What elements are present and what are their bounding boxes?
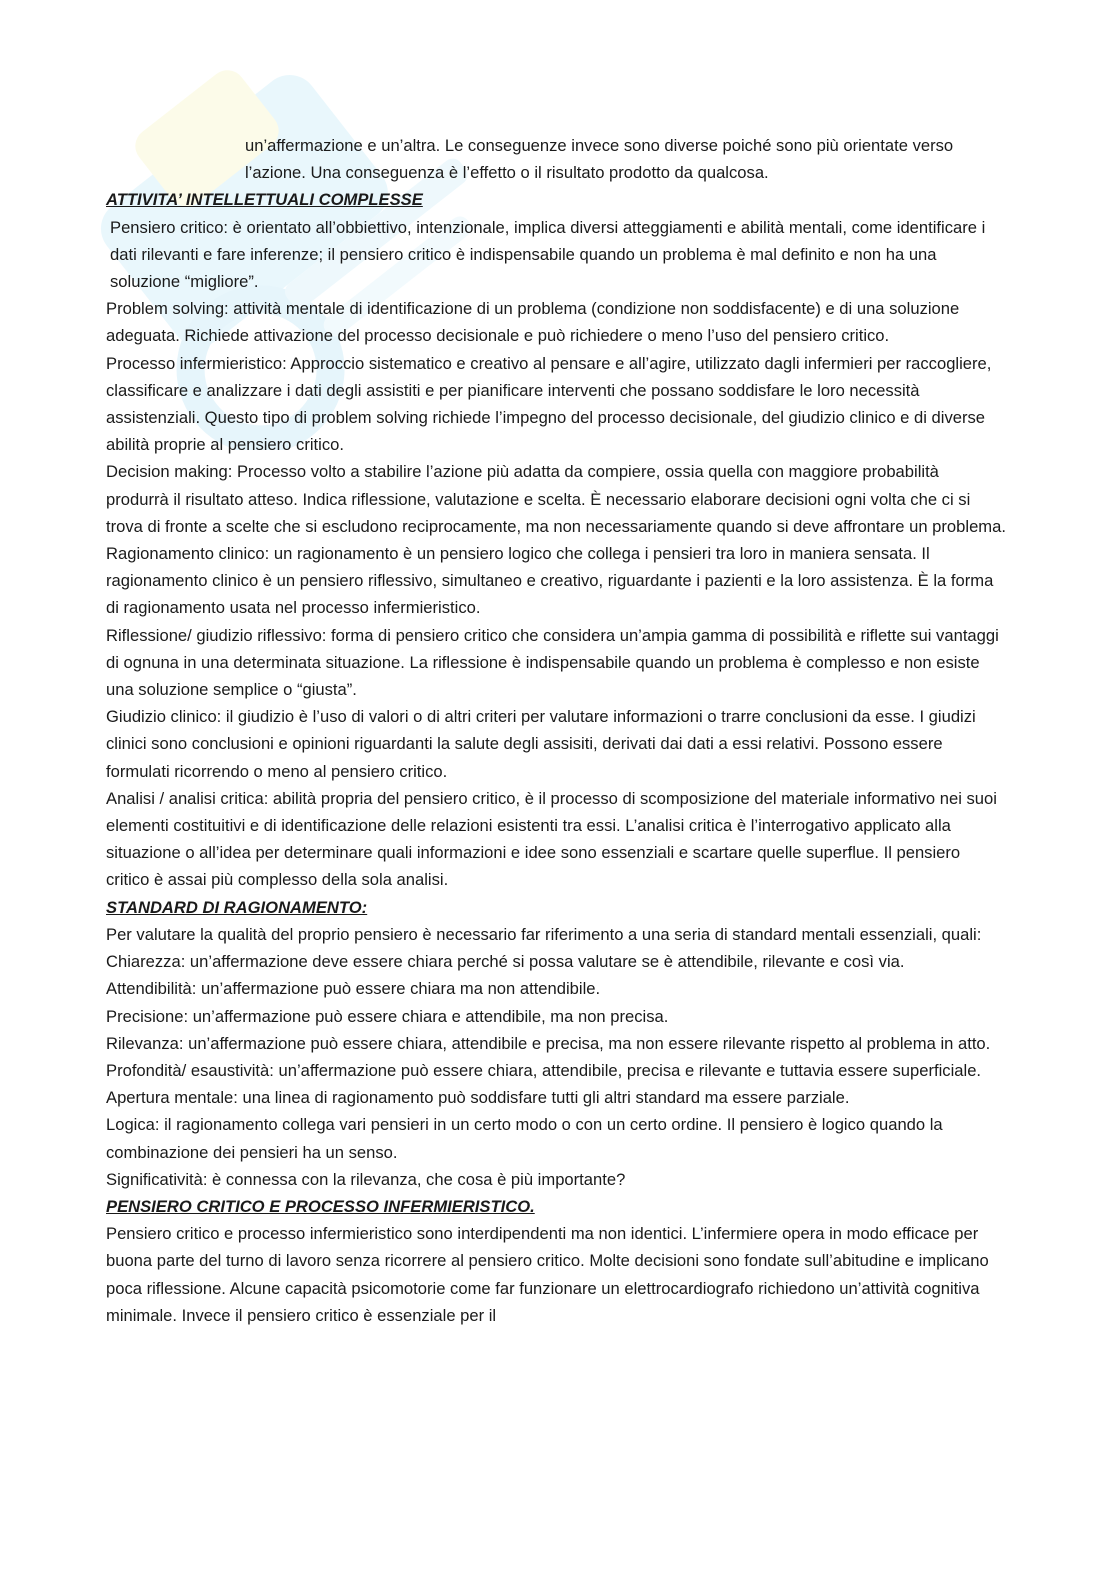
paragraph-riflessione: Riflessione/ giudizio riflessivo: forma di pensiero critico che considera un’ampia gamma di possibilità e riflette sui vantaggi di ognuna in una determinata situazione. La riflessione è indispensabile quando un problema è complesso e non esiste una soluzione semplice o “giusta”. [106,625,999,700]
paragraph-pensiero-critico: Pensiero critico: è orientato all’obbiettivo, intenzionale, implica diversi atteggiamenti e abilità mentali, come identificare i dati rilevanti e fare inferenze; il pensiero critico è indispensabile quando un problema è mal definito e non ha una soluzione “migliore”. [110,217,986,292]
paragraph-significativita: Significatività: è connessa con la rilevanza, che cosa è più importante? [106,1169,626,1189]
paragraph-attendibilita: Attendibilità: un’affermazione può essere chiara ma non attendibile. [106,979,601,999]
paragraph-problem-solving: Problem solving: attività mentale di identificazione di un problema (condizione non soddisfacente) e di una soluzione adeguata. Richiede attivazione del processo decisionale e può richiedere o meno l’uso del pensiero critico. [106,299,960,346]
paragraph-processo-infermieristico: Processo infermieristico: Approccio sistematico e creativo al pensare e all’agire, utilizzato dagli infermieri per raccogliere, classificare e analizzare i dati degli assistiti e per pianificare interventi che possano soddisfare le loro necessità assistenziali. Questo tipo di problem solving richiede l’impegno del processo decisionale, del giudizio clinico e di diverse abilità proprie al pensiero critico. [106,353,992,455]
section-heading-standard-ragionamento: STANDARD DI RAGIONAMENTO: [106,897,368,917]
paragraph-decision-making: Decision making: Processo volto a stabilire l’azione più adatta da compiere, ossia quella con maggiore probabilità produrrà il risultato atteso. Indica riflessione, valutazione e scelta. È necessario elaborare decisioni ogni volta che ci si trova di fronte a scelte che si escludono reciprocamente, ma non necessariamente quando si deve affrontare un problema. [106,462,1006,536]
paragraph-interdipendenza: Pensiero critico e processo infermieristico sono interdipendenti ma non identici. L’infermiere opera in modo efficace per buona parte del turno di lavoro senza ricorrere al pensiero critico. Molte decisioni sono fondate sull’abitudine e implicano poca riflessione. Alcune capacità psicomotorie come far funzionare un elettrocardiografo richiedono un’attività cognitiva minimale. Invece il pensiero critico è essenziale per il [106,1224,989,1325]
paragraph-chiarezza: Chiarezza: un’affermazione deve essere chiara perché si possa valutare se è attendibile, rilevante e così via. [106,952,905,972]
paragraph-precisione: Precisione: un’affermazione può essere chiara e attendibile, ma non precisa. [106,1006,669,1026]
paragraph-ragionamento-clinico: Ragionamento clinico: un ragionamento è un pensiero logico che collega i pensieri tra loro in maniera sensata. Il ragionamento clinico è un pensiero riflessivo, simultaneo e creativo, riguardante i pazienti e la loro assistenza. È la forma di ragionamento usata nel processo infermieristico. [106,544,994,618]
paragraph-profondita: Profondità/ esaustività: un’affermazione può essere chiara, attendibile, precisa e rilevante e tuttavia essere superficiale. [106,1060,982,1080]
document-body [106,132,1006,1329]
paragraph-analisi-critica: Analisi / analisi critica: abilità propria del pensiero critico, è il processo di scomposizione del materiale informativo nei suoi elementi costituitivi e di identificazione delle relazioni esistenti tra essi. L’analisi critica è l’interrogativo applicato alla situazione o all’idea per determinare quali informazioni e idee sono essenziali e scartare quelle superflue. Il pensiero critico è assai più complesso della sola analisi. [106,788,997,890]
paragraph-giudizio-clinico: Giudizio clinico: il giudizio è l’uso di valori o di altri criteri per valutare informazioni o trarre conclusioni da esse. I giudizi clinici sono conclusioni e opinioni riguardanti la salute degli assisiti, derivati dai dati a essi relativi. Possono essere formulati ricorrendo o meno al pensiero critico. [106,707,976,781]
paragraph-continuation: un’affermazione e un’altra. Le conseguenze invece sono diverse poiché sono più orientate verso l’azione. Una conseguenza è l’effetto o il risultato prodotto da qualcosa. [245,136,954,183]
section-heading-pensiero-critico-processo: PENSIERO CRITICO E PROCESSO INFERMIERISTICO. [106,1196,535,1216]
section-heading-attivita-intellettuali: ATTIVITA’ INTELLETTUALI COMPLESSE [106,190,423,210]
paragraph-logica: Logica: il ragionamento collega vari pensieri in un certo modo o con un certo ordine. Il pensiero è logico quando la combinazione dei pensieri ha un senso. [106,1115,943,1162]
paragraph-rilevanza: Rilevanza: un’affermazione può essere chiara, attendibile e precisa, ma non essere rilevante rispetto al problema in atto. [106,1033,991,1053]
paragraph-standard-intro: Per valutare la qualità del proprio pensiero è necessario far riferimento a una seria di standard mentali essenziali, quali: [106,924,982,944]
paragraph-apertura-mentale: Apertura mentale: una linea di ragionamento può soddisfare tutti gli altri standard ma essere parziale. [106,1088,850,1108]
